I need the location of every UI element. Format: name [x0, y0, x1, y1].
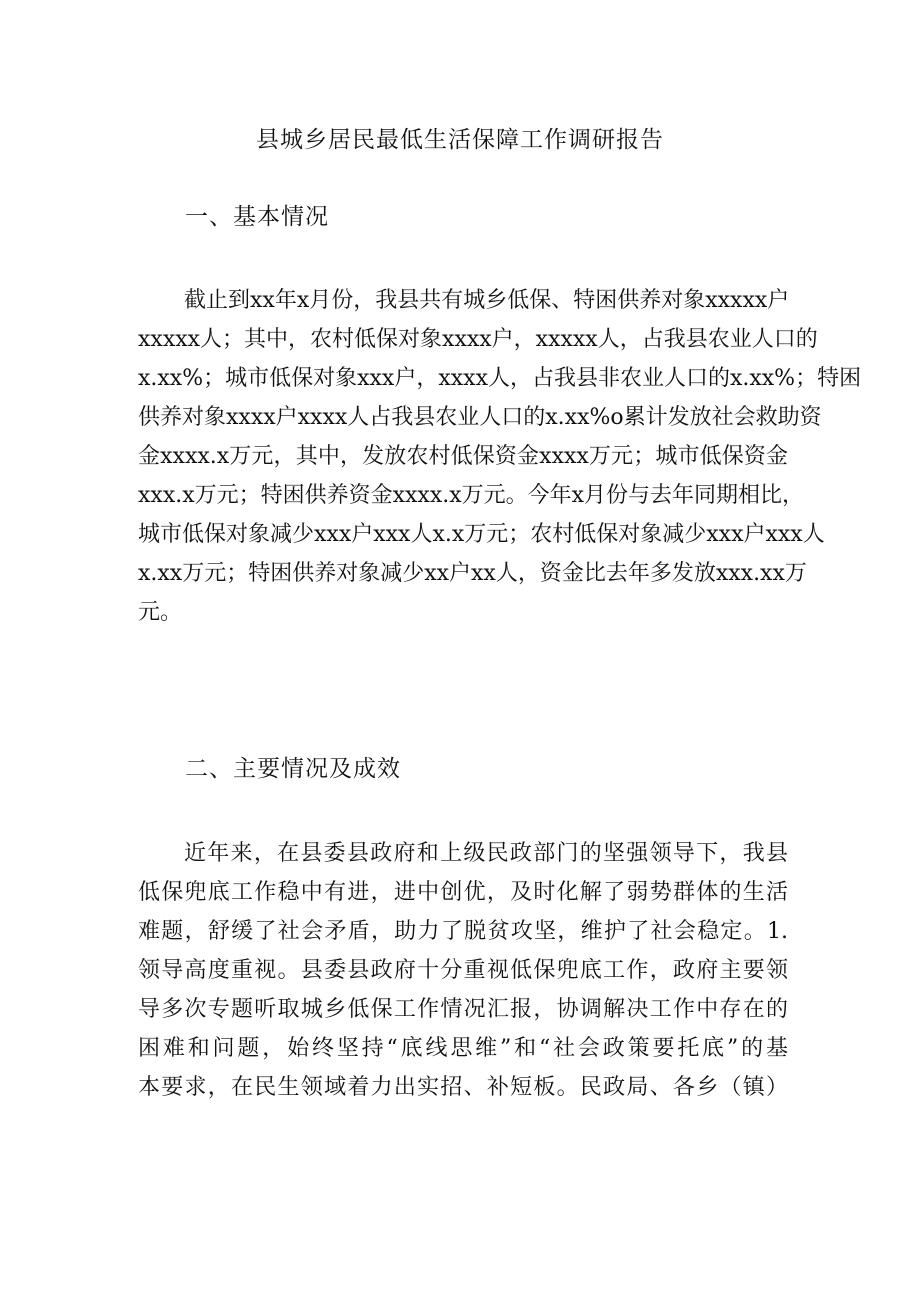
paragraph-line: 近年来，在县委县政府和上级民政部门的坚强领导下，我县	[184, 841, 788, 866]
paragraph-line: 困难和问题，始终坚持“底线思维”和“社会政策要托底”的基	[138, 1036, 788, 1061]
paragraph-line: xxxxx人；其中，农村低保对象xxxx户，xxxxx人，占我县农业人口的	[138, 327, 818, 352]
paragraph-line: 导多次专题听取城乡低保工作情况汇报，协调解决工作中存在的	[138, 997, 788, 1022]
section-heading-basic-situation: 一、基本情况	[185, 204, 329, 230]
section-paragraph-basic-situation	[138, 281, 862, 632]
paragraph-line: 本要求，在民生领域着力出实招、补短板。民政局、各乡（镇）	[138, 1075, 788, 1100]
paragraph-line: 领导高度重视。县委县政府十分重视低保兜底工作，政府主要领	[138, 958, 788, 983]
section-paragraph-main-results	[138, 834, 788, 1107]
document-title: 县城乡居民最低生活保障工作调研报告	[256, 127, 664, 153]
paragraph-line: xxx.x万元；特困供养资金xxxx.x万元。今年x月份与去年同期相比，	[138, 483, 805, 508]
paragraph-line: 供养对象xxxx户xxxx人占我县农业人口的x.xx%o累计发放社会救助资	[138, 405, 822, 430]
paragraph-line: 元。	[138, 600, 183, 625]
paragraph-line: x.xx%；城市低保对象xxx户，xxxx人，占我县非农业人口的x.xx%；特困	[138, 366, 862, 391]
paragraph-line: x.xx万元；特困供养对象减少xx户xx人，资金比去年多发放xxx.xx万	[138, 561, 807, 586]
paragraph-line: 金xxxx.x万元，其中，发放农村低保资金xxxx万元；城市低保资金	[138, 444, 788, 469]
paragraph-line: 截止到xx年x月份，我县共有城乡低保、特困供养对象xxxxx户	[184, 288, 790, 313]
paragraph-line: 难题，舒缓了社会矛盾，助力了脱贫攻坚，维护了社会稳定。1.	[138, 919, 788, 944]
section-heading-main-results: 二、主要情况及成效	[185, 756, 401, 782]
paragraph-line: 城市低保对象减少xxx户xxx人x.x万元；农村低保对象减少xxx户xxx人	[138, 522, 825, 547]
paragraph-line: 低保兜底工作稳中有进，进中创优，及时化解了弱势群体的生活	[138, 880, 788, 905]
